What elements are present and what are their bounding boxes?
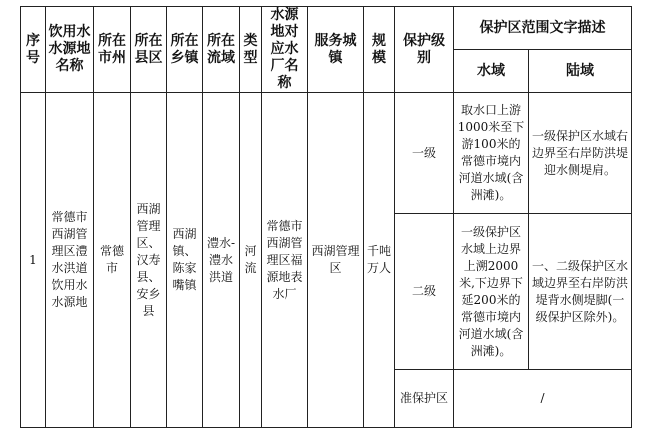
cell-city: 常德市 — [94, 93, 131, 428]
header-plant: 水源地对应水厂名称 — [262, 7, 308, 93]
protection-zone-table-container — [20, 6, 632, 428]
cell-type: 河流 — [240, 93, 262, 428]
header-city: 所在市州 — [94, 7, 131, 93]
header-scope: 保护区范围文字描述 — [454, 7, 632, 50]
header-basin: 所在流域 — [203, 7, 240, 93]
cell-source-name: 常德市西湖管理区澧水洪道饮用水水源地 — [46, 93, 94, 428]
cell-town: 西湖镇、陈家嘴镇 — [167, 93, 203, 428]
cell-seq: 1 — [21, 93, 46, 428]
cell-land-level-1: 一级保护区水域右边界至右岸防洪堤迎水侧堤肩。 — [529, 93, 632, 214]
cell-water-level-2: 一级保护区水域上边界上溯2000米,下边界下延200米的常德市境内河道水域(含洲滩)。 — [454, 214, 529, 370]
header-seq: 序号 — [21, 7, 46, 93]
header-water: 水域 — [454, 50, 529, 93]
header-land: 陆域 — [529, 50, 632, 93]
header-source-name: 饮用水水源地名称 — [46, 7, 94, 93]
water-source-protection-table — [20, 6, 632, 428]
cell-land-level-2: 一、二级保护区水域边界至右岸防洪堤背水侧堤脚(一级保护区除外)。 — [529, 214, 632, 370]
header-type: 类型 — [240, 7, 262, 93]
cell-level-1: 一级 — [395, 93, 454, 214]
cell-level-2: 二级 — [395, 214, 454, 370]
cell-service-town: 西湖管理区 — [308, 93, 364, 428]
cell-plant: 常德市西湖管理区福源地表水厂 — [262, 93, 308, 428]
header-county: 所在县区 — [131, 7, 167, 93]
header-scale: 规模 — [364, 7, 395, 93]
cell-scale: 千吨万人 — [364, 93, 395, 428]
header-row-1 — [21, 7, 632, 50]
cell-county: 西湖管理区、汉寿县、安乡县 — [131, 93, 167, 428]
cell-level-quasi: 准保护区 — [395, 370, 454, 428]
header-service-town: 服务城镇 — [308, 7, 364, 93]
header-town: 所在乡镇 — [167, 7, 203, 93]
cell-scope-quasi: / — [454, 370, 632, 428]
header-level: 保护级别 — [395, 7, 454, 93]
cell-basin: 澧水-澧水洪道 — [203, 93, 240, 428]
cell-water-level-1: 取水口上游1000米至下游100米的常德市境内河道水域(含洲滩)。 — [454, 93, 529, 214]
table-row-level-1 — [21, 93, 632, 214]
